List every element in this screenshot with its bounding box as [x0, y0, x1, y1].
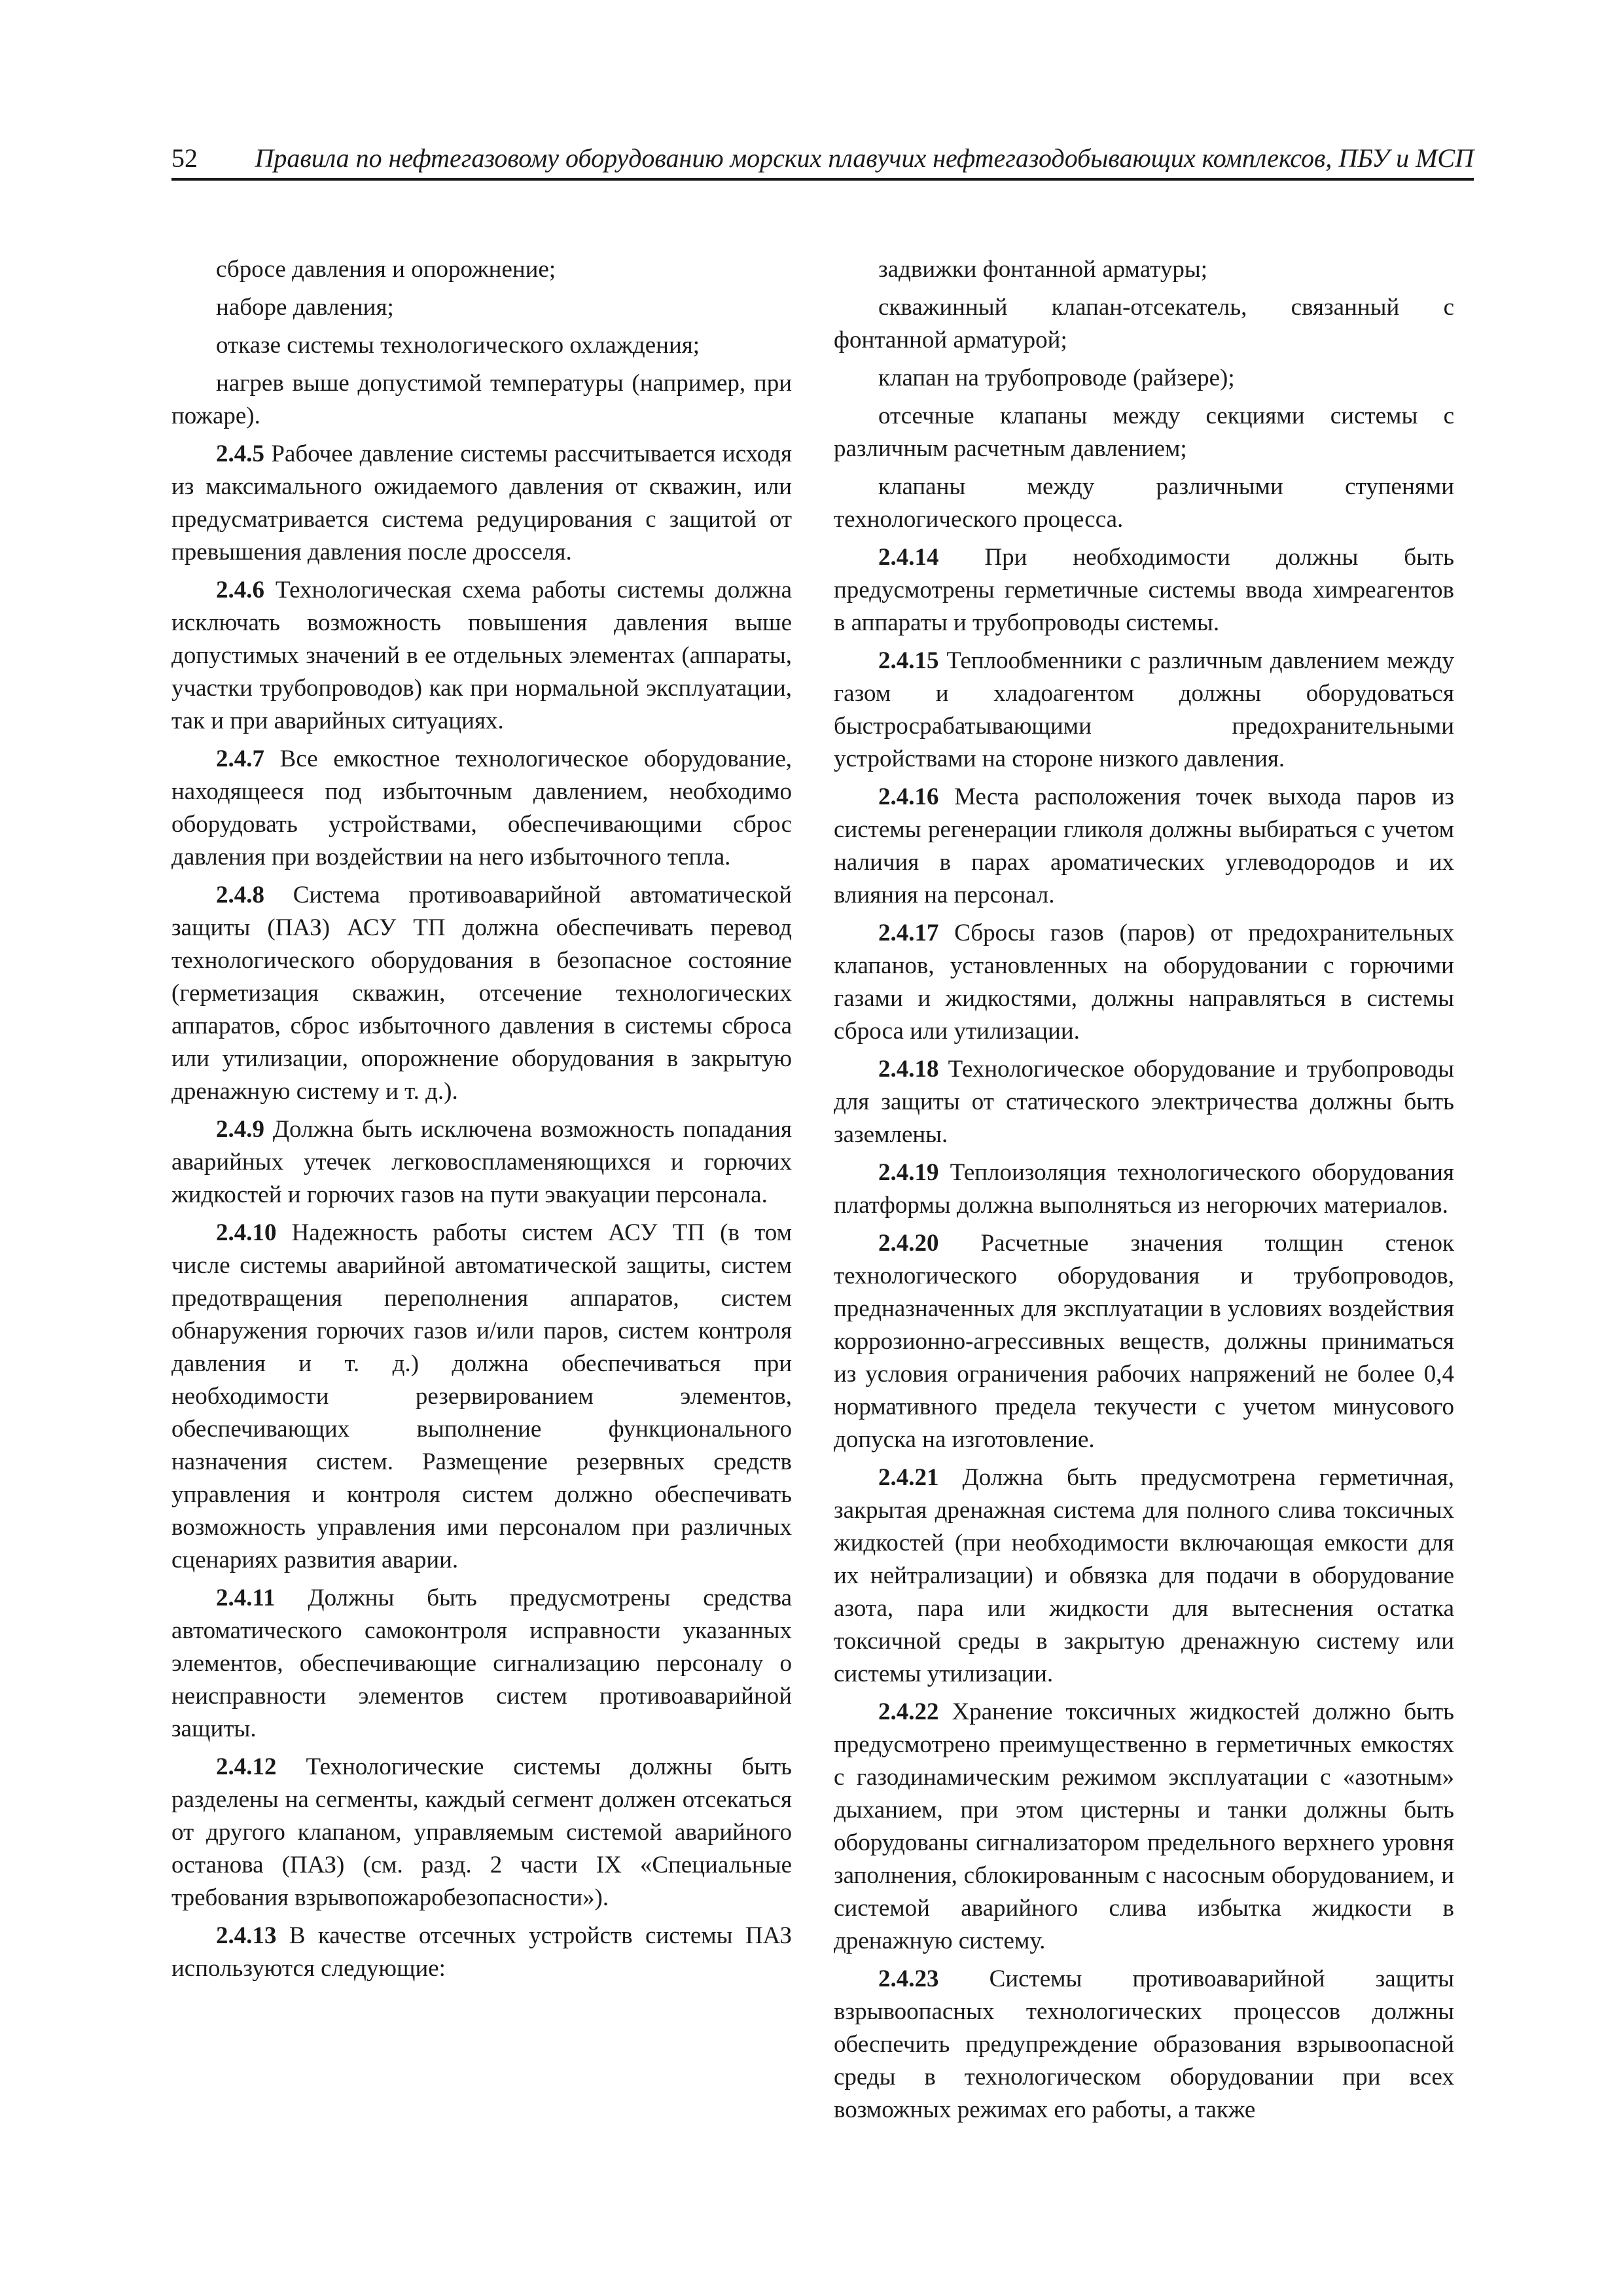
clause-text: Технологическое оборудование и трубопроводы для защиты от статического электричества должны быть заземлены. [834, 1056, 1454, 1148]
clause-text: Места расположения точек выхода паров из системы регенерации гликоля должны выбираться с учетом наличия в парах ароматических углеводородов и их влияния на персонал. [834, 783, 1455, 908]
clause-number: 2.4.16 [878, 783, 939, 810]
clause-number: 2.4.21 [878, 1464, 939, 1491]
clause-paragraph [171, 743, 792, 874]
clause-text: Системы противоаварийной защиты взрывоопасных технологических процессов должны обеспечить предупреждение образования взрывоопасной среды в технологическом оборудовании при всех возможных режимах его работы, а также [834, 1965, 1455, 2123]
clause-paragraph [834, 400, 1454, 465]
clause-paragraph [171, 1582, 792, 1746]
clause-text: Надежность работы систем АСУ ТП (в том числе системы аварийной автоматической защиты, систем предотвращения переполнения аппаратов, систем обнаружения горючих газов и/или паров, систем контроля давления и т. д.) должна обеспечиваться при необходимости резервированием элементов, обеспечивающих выполнение функционального назначения систем. Размещение резервных средств управления и контроля систем должно обеспечивать возможность управления ими персоналом при различных сценариях развития аварии. [171, 1219, 793, 1573]
clause-text: сбросе давления и опорожнение; [216, 256, 556, 283]
clause-paragraph [171, 253, 792, 286]
clause-paragraph [171, 291, 792, 324]
clause-text: отказе системы технологического охлаждения; [216, 332, 700, 359]
clause-text: скважинный клапан-отсекатель, связанный с фонтанной арматурой; [834, 294, 1454, 353]
page-number: 52 [171, 143, 198, 173]
clause-paragraph [834, 1963, 1454, 2126]
clause-text: наборе давления; [216, 294, 394, 321]
clause-paragraph [171, 1920, 792, 1985]
clause-paragraph [171, 1113, 792, 1211]
clause-paragraph [171, 574, 792, 738]
clause-paragraph [171, 1217, 792, 1577]
clause-number: 2.4.22 [878, 1698, 939, 1725]
clause-paragraph [171, 1751, 792, 1914]
clause-text: Должна быть предусмотрена герметичная, закрытая дренажная система для полного слива токсичных жидкостей (при необходимости включающая емкости для их нейтрализации) и обвязка для подачи в оборудование азота, пара или жидкости для вытеснения остатка токсичной среды в закрытую дренажную систему или системы утилизации. [834, 1464, 1454, 1687]
clause-number: 2.4.15 [878, 647, 939, 674]
clause-paragraph [834, 645, 1454, 776]
clause-text: Все емкостное технологическое оборудование, находящееся под избыточным давлением, необходимо оборудовать устройствами, обеспечивающими сброс давления при воздействии на него избыточного тепла. [171, 745, 792, 870]
clause-text: отсечные клапаны между секциями системы с различным расчетным давлением; [834, 403, 1454, 462]
clause-number: 2.4.20 [878, 1230, 939, 1257]
clause-text: При необходимости должны быть предусмотрены герметичные системы ввода химреагентов в аппараты и трубопроводы системы. [834, 544, 1455, 636]
clause-number: 2.4.18 [878, 1056, 939, 1083]
clause-paragraph [834, 1227, 1454, 1456]
clause-paragraph [834, 1462, 1454, 1691]
clause-text: задвижки фонтанной арматуры; [878, 256, 1208, 283]
clause-paragraph [171, 329, 792, 362]
clause-number: 2.4.23 [878, 1965, 939, 1992]
clause-paragraph [834, 1157, 1454, 1222]
clause-paragraph [834, 253, 1454, 286]
clause-paragraph [834, 781, 1454, 912]
clause-number: 2.4.9 [216, 1116, 264, 1143]
clause-text: Хранение токсичных жидкостей должно быть предусмотрено преимущественно в герметичных емкостях с газодинамическим режимом эксплуатации с «азотным» дыханием, при этом цистерны и танки должны быть оборудованы сигнализатором предельного верхнего уровня заполнения, сблокированным с насосным оборудованием, и системой аварийного слива избытка жидкости в дренажную систему. [834, 1698, 1454, 1954]
clause-number: 2.4.8 [216, 882, 264, 908]
clause-number: 2.4.7 [216, 745, 264, 772]
clause-text: Технологическая схема работы системы должна исключать возможность повышения давления выше допустимых значений в ее отдельных элементах (аппараты, участки трубопроводов) как при нормальной эксплуатации, так и при аварийных ситуациях. [171, 577, 792, 734]
clause-text: Должны быть предусмотрены средства автоматического самоконтроля исправности указанных элементов, обеспечивающие сигнализацию персоналу о неисправности элементов систем противоаварийной защиты. [171, 1585, 792, 1742]
clause-number: 2.4.19 [878, 1159, 939, 1186]
clause-paragraph [834, 471, 1454, 536]
clause-number: 2.4.6 [216, 577, 264, 603]
clause-paragraph [834, 291, 1454, 357]
clause-paragraph [834, 1696, 1454, 1958]
clause-text: Расчетные значения толщин стенок технологического оборудования и трубопроводов, предназначенных для эксплуатации в условиях воздействия коррозионно-агрессивных веществ, должны приниматься из условия ограничения рабочих напряжений не более 0,4 нормативного предела текучести с учетом минусового допуска на изготовление. [834, 1230, 1455, 1453]
clause-paragraph [834, 1053, 1454, 1151]
clause-paragraph [171, 879, 792, 1108]
clause-paragraph [171, 367, 792, 433]
clause-text: нагрев выше допустимой температуры (например, при пожаре). [171, 370, 792, 429]
clause-text: клапан на трубопроводе (райзере); [878, 365, 1235, 391]
clause-number: 2.4.14 [878, 544, 939, 571]
clause-text: Технологические системы должны быть разделены на сегменты, каждый сегмент должен отсекаться от другого клапаном, управляемым системой аварийного останова (ПАЗ) (см. разд. 2 части IX «Специальные требования взрывопожаробезопасности»). [171, 1753, 793, 1911]
clause-paragraph [834, 541, 1454, 639]
clause-number: 2.4.10 [216, 1219, 277, 1246]
clause-number: 2.4.17 [878, 920, 939, 946]
clause-text: Должна быть исключена возможность попадания аварийных утечек легковоспламеняющихся и горючих жидкостей и горючих газов на пути эвакуации персонала. [171, 1116, 793, 1208]
clause-paragraph [171, 438, 792, 569]
running-header [171, 136, 1474, 181]
clause-number: 2.4.11 [216, 1585, 276, 1611]
clause-text: клапаны между различными ступенями технологического процесса. [834, 473, 1454, 533]
right-column [834, 253, 1454, 2132]
clause-paragraph [834, 362, 1454, 395]
clause-text: Сбросы газов (паров) от предохранительных клапанов, установленных на оборудовании с горючими газами и жидкостями, должны направляться в системы сброса или утилизации. [834, 920, 1454, 1045]
clause-text: Теплоизоляция технологического оборудования платформы должна выполняться из негорючих материалов. [834, 1159, 1454, 1219]
running-title: Правила по нефтегазовому оборудованию морских плавучих нефтегазодобывающих комплексов, ПБУ и МСП [255, 143, 1474, 173]
left-column [171, 253, 792, 1990]
clause-paragraph [834, 917, 1454, 1048]
clause-text: В качестве отсечных устройств системы ПАЗ используются следующие: [171, 1922, 792, 1982]
clause-text: Рабочее давление системы рассчитывается исходя из максимального ожидаемого давления от скважин, или предусматривается система редуцирования с защитой от превышения давления после дросселя. [171, 440, 793, 565]
clause-text: Теплообменники с различным давлением между газом и хладоагентом должны оборудоваться быстросрабатывающими предохранительными устройствами на стороне низкого давления. [834, 647, 1455, 772]
clause-number: 2.4.12 [216, 1753, 277, 1780]
clause-text: Система противоаварийной автоматической защиты (ПАЗ) АСУ ТП должна обеспечивать перевод технологического оборудования в безопасное состояние (герметизация скважин, отсечение технологических аппаратов, сброс избыточного давления в системы сброса или утилизации, опорожнение оборудования в закрытую дренажную систему и т. д.). [171, 882, 792, 1105]
clause-number: 2.4.5 [216, 440, 264, 467]
clause-number: 2.4.13 [216, 1922, 277, 1949]
